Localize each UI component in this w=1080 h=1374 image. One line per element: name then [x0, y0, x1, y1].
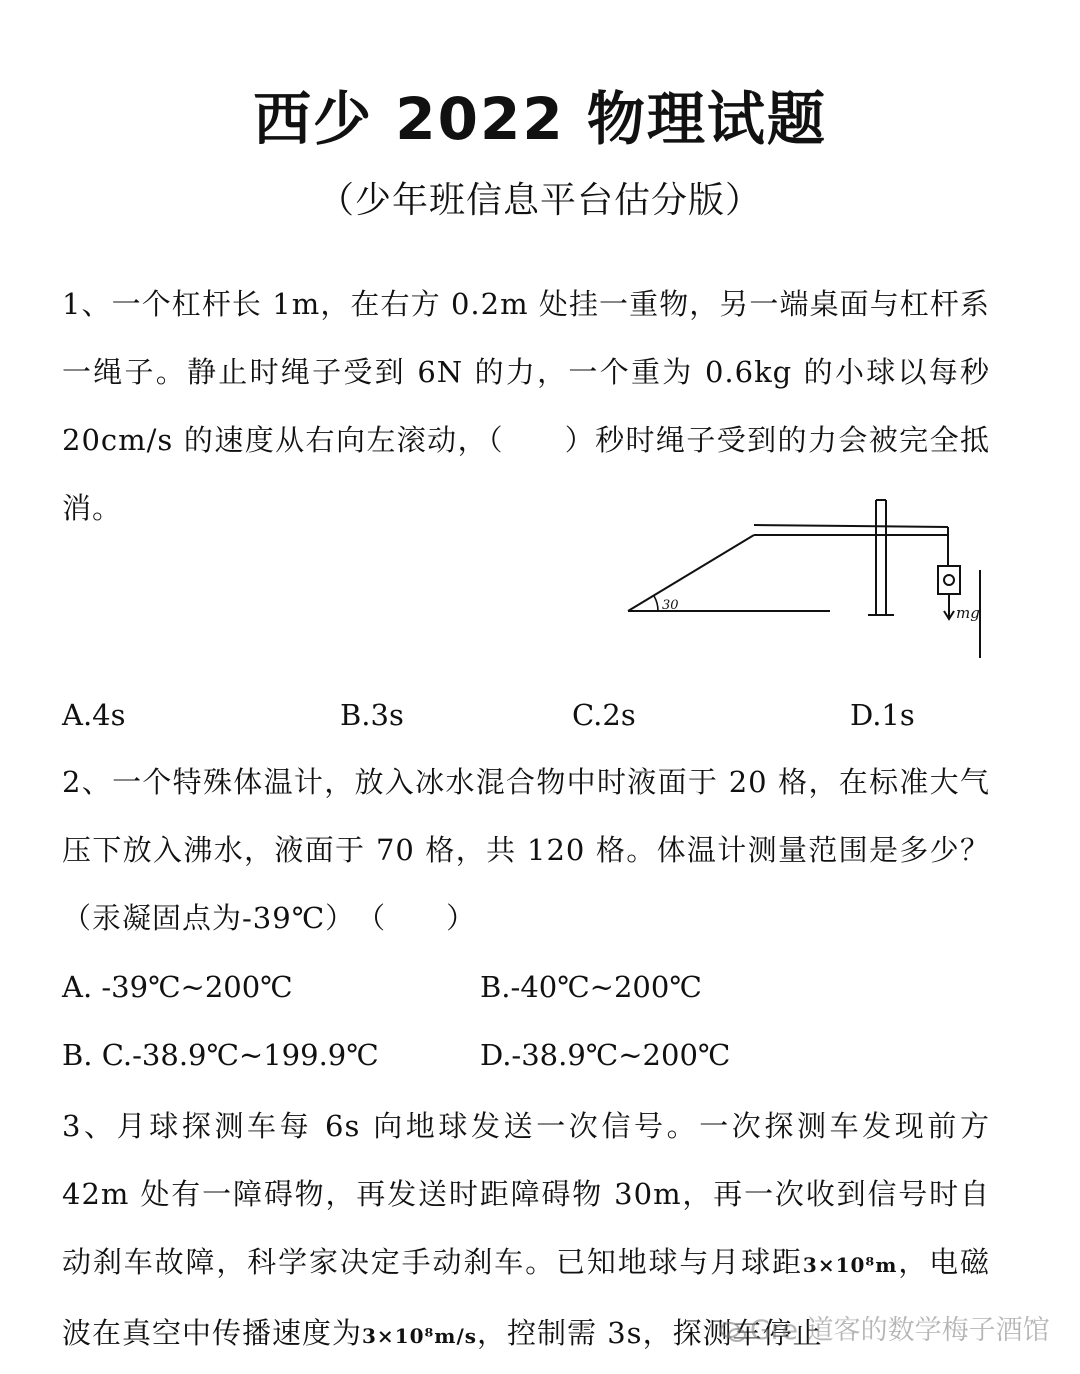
option-1b: B.3s — [340, 698, 404, 732]
incline-line — [628, 535, 754, 611]
weight-box — [938, 566, 960, 594]
question-2-text: 2、一个特殊体温计，放入冰水混合物中时液面于 20 格，在标准大气压下放入沸水，液面于 70 格，共 120 格。体温计测量范围是多少？（汞凝固点为-39℃） （ ） — [62, 765, 990, 935]
question-1-text: 1、一个杠杆长 1m，在右方 0.2m 处挂一重物，另一端桌面与杠杆系一绳子。静止时绳子受到 6N 的力，一个重为 0.6kg 的小球以每秒 20cm/s 的速度从右向左滚动，（ ）秒时绳子受到的力会被完全抵消。 — [62, 287, 990, 525]
angle-label: 30 — [662, 598, 679, 613]
force-label: mg — [956, 604, 980, 622]
wave-speed: 3×10⁸m/s — [362, 1324, 478, 1348]
option-1d: D.1s — [850, 698, 915, 732]
earth-moon-distance: 3×10⁸m — [802, 1253, 898, 1277]
page-subtitle: （少年班信息平台估分版） — [317, 180, 762, 221]
option-2d: D.-38.9℃~200℃ — [480, 1038, 731, 1072]
question-3-part3: ，控制需 3s，探测车停止 — [477, 1316, 823, 1350]
question-3-part2: ，电磁波在真空中传播速度为 — [62, 1245, 990, 1350]
page-title: 西少 2022 物理试题 — [253, 85, 827, 153]
wechat-icon — [720, 1321, 746, 1343]
option-1c: C.2s — [572, 698, 636, 732]
option-2c: B. C.-38.9℃~199.9℃ — [62, 1038, 379, 1072]
option-2a: A. -39℃~200℃ — [62, 970, 293, 1004]
angle-arc — [654, 596, 658, 611]
lever-bar-top — [754, 525, 948, 527]
option-1a: A.4s — [62, 698, 126, 732]
watermark-text: Gre 道客的数学梅子酒馆 — [750, 1315, 1050, 1346]
question-3-part1: 3、月球探测车每 6s 向地球发送一次信号。一次探测车发现前方 42m 处有一障碍物，再发送时距障碍物 30m，再一次收到信号时自动刹车故障，科学家决定手动刹车。已知地球与月球距 — [62, 1109, 990, 1279]
option-2b: B.-40℃~200℃ — [480, 970, 702, 1004]
watermark — [720, 1308, 1050, 1347]
lever-figure — [618, 490, 998, 662]
